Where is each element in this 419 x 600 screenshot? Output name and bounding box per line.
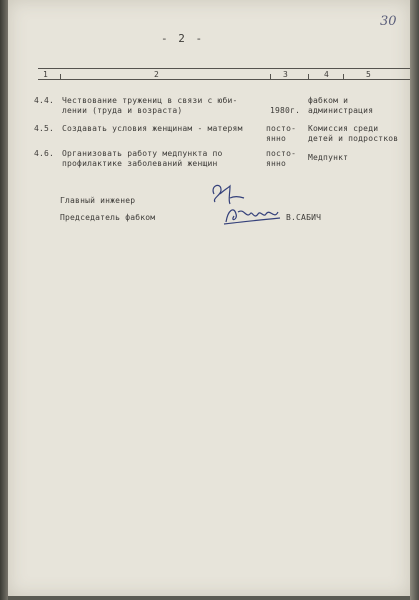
row-responsible: детей и подростков [308, 134, 399, 143]
header-rule-top [38, 68, 410, 69]
row-date: посто- [266, 124, 297, 133]
row-date: посто- [266, 149, 297, 158]
column-header-3: 3 [283, 70, 289, 79]
row-date: янно [266, 134, 287, 143]
column-header-4: 4 [324, 70, 330, 79]
chief-engineer-label: Главный инженер [60, 196, 136, 205]
document-page [8, 0, 410, 596]
row-text-line: профилактике заболеваний женщин [62, 159, 218, 168]
row-responsible: Комиссия среди [308, 124, 379, 133]
row-text-line: лении (труда и возраста) [62, 106, 183, 115]
row-number: 4.5. [34, 124, 55, 133]
chairman-label: Председатель фабком [60, 213, 156, 222]
col-divider [308, 74, 309, 79]
row-responsible: администрация [308, 106, 374, 115]
row-date: янно [266, 159, 287, 168]
archive-mark: 30 [380, 14, 397, 29]
column-header-1: 1 [43, 70, 49, 79]
row-text-line: Чествование тружениц в связи с юби- [62, 96, 238, 105]
column-header-2: 2 [154, 70, 160, 79]
col-divider [343, 74, 344, 79]
column-header-5: 5 [366, 70, 372, 79]
page-binding [0, 0, 8, 600]
row-date: 1980г. [270, 106, 301, 115]
page-right-edge [410, 0, 419, 600]
row-responsible: Медпункт [308, 153, 349, 162]
chairman-name: В.САБИЧ [286, 213, 322, 222]
header-rule-bottom [38, 79, 410, 80]
row-text-line: Создавать условия женщинам - матерям [62, 124, 243, 133]
col-divider [270, 74, 271, 79]
chairman-signature [220, 200, 288, 230]
row-number: 4.6. [34, 149, 55, 158]
page-number: - 2 - [161, 32, 205, 45]
row-number: 4.4. [34, 96, 55, 105]
row-responsible: фабком и [308, 96, 349, 105]
row-text-line: Организовать работу медпункта по [62, 149, 223, 158]
col-divider [60, 74, 61, 79]
